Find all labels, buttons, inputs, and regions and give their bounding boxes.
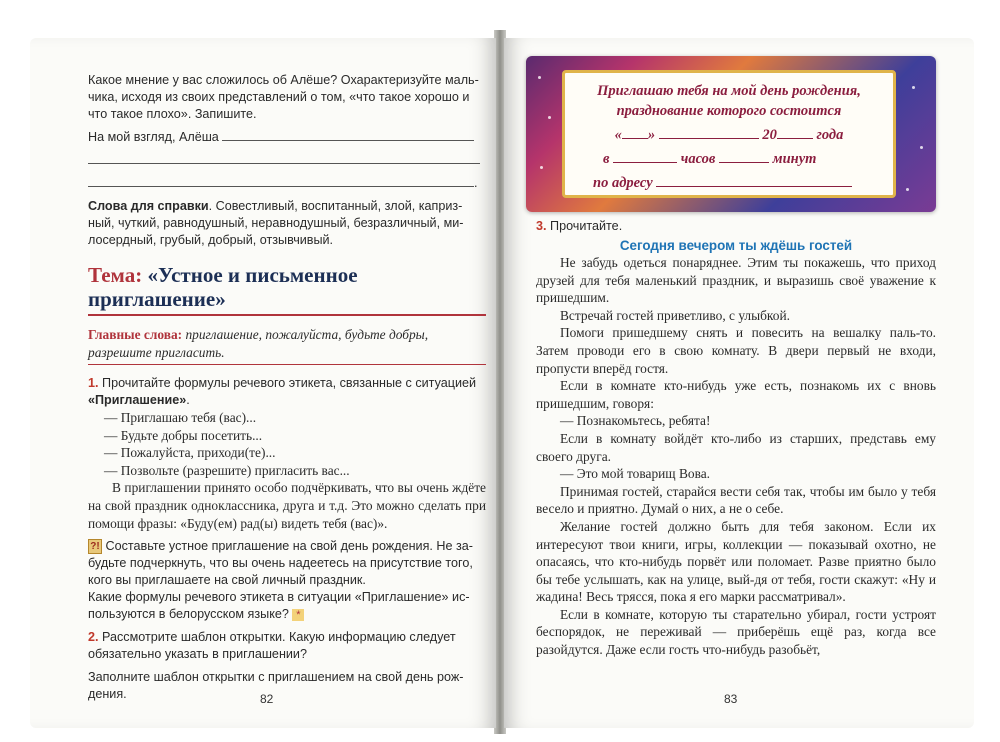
help-label: Слова для справки: [88, 199, 209, 213]
card-date-row: [573, 125, 885, 145]
page-number-left: 82: [260, 692, 274, 706]
sparkle-decoration: [912, 86, 915, 89]
task-2-fill: Заполните шаблон открытки с приглашением на свой день рож-дения.: [88, 670, 464, 702]
answer-line: [88, 152, 480, 164]
question-exclaim-icon: ?!: [88, 539, 102, 554]
phrase-item: — Приглашаю тебя (вас)...: [104, 410, 257, 425]
card-address: по адресу: [593, 175, 653, 191]
card-time-row: [573, 149, 885, 169]
sparkle-decoration: [538, 76, 541, 79]
story-paragraph: Если в комнате, которую ты старательно убирал, гости устроят беспорядок, не переживай — приберёшь ещё раз, когда все разойдутся. Даже если гость что-нибудь разобьёт,: [536, 606, 936, 658]
line-dot: .: [474, 176, 478, 190]
opinion-line-2: [88, 152, 486, 169]
belarus-task-text: Какие формулы речевого этикета в ситуации «Приглашение» ис-пользуются в белорусском языке?: [88, 590, 470, 622]
task-1-number: 1.: [88, 376, 99, 390]
right-page-content: [536, 218, 936, 659]
story-subtitle: Сегодня вечером ты ждёшь гостей: [619, 238, 853, 253]
left-page: [30, 38, 496, 728]
story-paragraph: Если в комнату войдёт кто-либо из старших, представь ему своего друга.: [536, 430, 936, 464]
card-minutes: минут: [772, 151, 817, 167]
theme-title: «Устное и письменное приглашение»: [88, 263, 358, 311]
day-line: [622, 126, 648, 139]
card-in-word: в: [603, 151, 610, 167]
task-3-text: Прочитайте.: [546, 219, 623, 233]
hours-line: [613, 150, 677, 163]
theme-heading: [88, 263, 486, 316]
opinion-line-1: [88, 129, 486, 146]
task-3-number: 3.: [536, 219, 547, 233]
task-2-number: 2.: [88, 630, 99, 645]
address-line: [656, 174, 852, 187]
invitation-card: [526, 56, 936, 212]
sparkle-decoration: [540, 166, 543, 169]
task-1: [88, 375, 486, 409]
sparkle-decoration: [920, 146, 923, 149]
story-paragraph: Принимая гостей, старайся вести себя так, чтобы им было у тебя весело и приятно. Думай о них, а не о себе.: [536, 483, 936, 517]
card-line-2: празднование которого состоится: [616, 103, 842, 119]
oral-task-text: Составьте устное приглашение на свой день рождения. Не за-будьте подчеркнуть, что вы очень надеетесь на присутствие того, кого вы приглашаете на свой личный праздник.: [88, 539, 473, 588]
answer-line: [88, 175, 474, 187]
story-paragraph: — Это мой товарищ Вова.: [560, 466, 711, 482]
phrase-item: — Пожалуйста, приходи(те)...: [104, 445, 276, 461]
card-address-row: [573, 173, 885, 193]
month-line: [659, 126, 759, 139]
story-paragraph: — Познакомьтесь, ребята!: [560, 413, 711, 429]
rule-text: В приглашении принято особо подчёркивать, что вы очень ждёте на свой праздник одноклассника, друга и т.д. Это можно сделать при помощи фразы: «Буду(ем) рад(ы) видеть тебя (вас)».: [88, 480, 486, 531]
task-3: [536, 218, 936, 235]
oral-task: [88, 538, 486, 589]
card-year-num: 20: [762, 127, 777, 143]
task-1-bold: «Приглашение»: [88, 393, 187, 407]
phrase-item: — Будьте добры посетить...: [104, 427, 263, 443]
help-words-list: . Совестливый, воспитанный, злой, каприз-ный, чуткий, равнодушный, неравнодушный, безразличный, ми-лосердный, грубый, добрый, отзывчивый.: [88, 199, 464, 247]
year-line: [777, 126, 813, 139]
left-page-content: [88, 72, 486, 703]
right-page: [504, 38, 974, 728]
keywords-block: [88, 326, 486, 365]
card-line-1: Приглашаю тебя на мой день рождения,: [597, 83, 861, 99]
story-paragraph: Если в комнате кто-нибудь уже есть, познакомь их с вновь пришедшим, говоря:: [536, 378, 936, 411]
answer-line: [222, 129, 474, 141]
card-date-open: «: [614, 127, 622, 143]
keywords-text: приглашение, пожалуйста, будьте добры, разрешите пригласить.: [88, 327, 429, 360]
story-text: [536, 254, 936, 659]
opinion-line-3: [88, 175, 486, 192]
task-2-text: Рассмотрите шаблон открытки. Какую информацию следует обязательно указать в приглашении?: [88, 630, 456, 662]
task-1-text: Прочитайте формулы речевого этикета, связанные с ситуацией: [98, 376, 477, 390]
task-1-end: .: [186, 393, 190, 407]
task-2: [88, 629, 486, 663]
opinion-start: На мой взгляд, Алёша: [88, 130, 219, 144]
phrase-list: [88, 409, 486, 532]
page-number-right: 83: [724, 692, 738, 706]
star-icon: *: [292, 609, 304, 621]
belarus-task: [88, 589, 486, 623]
story-paragraph: Не забудь одеться понаряднее. Этим ты покажешь, что приход друзей для тебя маленький праздник, и выразишь своё уважение к пришедшим.: [536, 255, 936, 306]
story-paragraph: Помоги пришедшему снять и повесить на вешалку паль-то. Затем проводи его в свою комнату. В двери первый не входи, пропусти вперёд гостя.: [536, 325, 936, 376]
card-hours: часов: [680, 151, 716, 167]
keywords-label: Главные слова:: [88, 327, 183, 342]
sparkle-decoration: [906, 188, 909, 191]
minutes-line: [719, 150, 769, 163]
card-year-word: года: [816, 127, 844, 143]
sparkle-decoration: [548, 116, 551, 119]
story-paragraph: Желание гостей должно быть для тебя законом. Если их интересуют твои книги, игры, коллекции — показывай охотно, не опасаясь, что кто-нибудь порвёт или поломает. Разве приятно было бы тебе услышать, как на улице, вый-дя от тебя, гости скажут: «Ну и жадина! Весь трясся, пока я его марки рассматривал».: [536, 518, 936, 605]
invitation-card-template: [562, 70, 896, 198]
phrase-item: — Позвольте (разрешите) пригласить вас...: [104, 462, 350, 478]
card-date-close: »: [647, 127, 656, 143]
story-paragraph: Встречай гостей приветливо, с улыбкой.: [560, 307, 790, 323]
task-opinion-text: Какое мнение у вас сложилось об Алёше? Охарактеризуйте маль-чика, исходя из своих представлений о том, «что такое хорошо и что такое плохо». Запишите.: [88, 73, 479, 121]
theme-label: Тема:: [88, 263, 143, 287]
help-words: [88, 198, 486, 249]
